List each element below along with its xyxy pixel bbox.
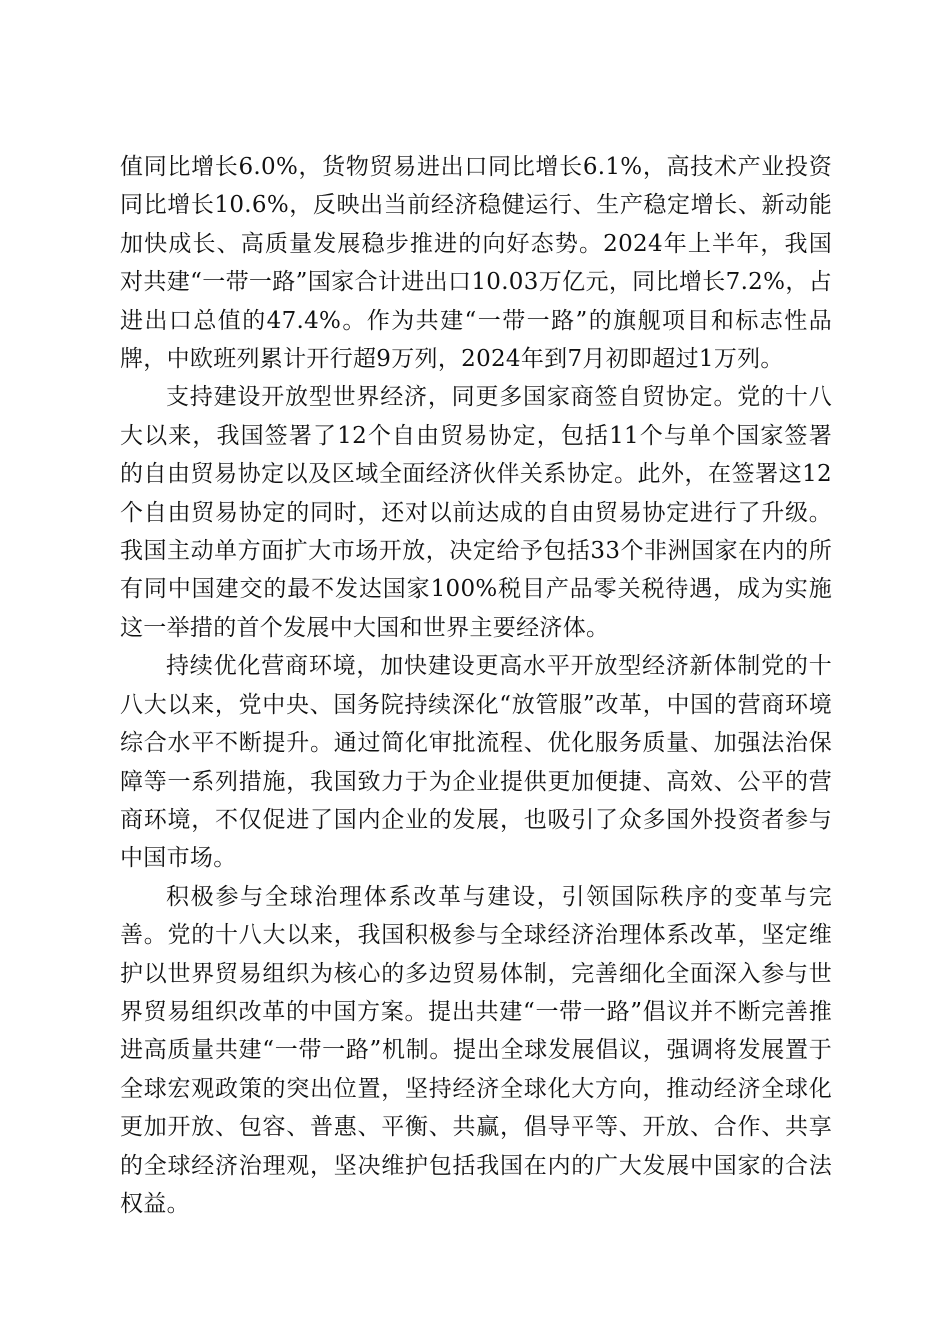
paragraph-global-governance: 积极参与全球治理体系改革与建设，引领国际秩序的变革与完善。党的十八大以来，我国积极参与全球经济治理体系改革，坚定维护以世界贸易组织为核心的多边贸易体制，完善细化全面深入参与世界贸易组织改革的中国方案。提出共建“一带一路”倡议并不断完善推进高质量共建“一带一路”机制。提出全球发展倡议，强调将发展置于全球宏观政策的突出位置，坚持经济全球化大方向，推动经济全球化更加开放、包容、普惠、平衡、共赢，倡导平等、开放、合作、共享的全球经济治理观，坚决维护包括我国在内的广大发展中国家的合法权益。 <box>120 883 832 1217</box>
document-body <box>120 148 832 1223</box>
paragraph-business-environment: 持续优化营商环境，加快建设更高水平开放型经济新体制党的十八大以来，党中央、国务院持续深化“放管服”改革，中国的营商环境综合水平不断提升。通过简化审批流程、优化服务质量、加强法治保障等一系列措施，我国致力于为企业提供更加便捷、高效、公平的营商环境，不仅促进了国内企业的发展，也吸引了众多国外投资者参与中国市场。 <box>120 653 832 872</box>
paragraph-free-trade-agreements: 支持建设开放型世界经济，同更多国家商签自贸协定。党的十八大以来，我国签署了12个自由贸易协定，包括11个与单个国家签署的自由贸易协定以及区域全面经济伙伴关系协定。此外，在签署这12个自由贸易协定的同时，还对以前达成的自由贸易协定进行了升级。我国主动单方面扩大市场开放，决定给予包括33个非洲国家在内的所有同中国建交的最不发达国家100%税目产品零关税待遇，成为实施这一举措的首个发展中大国和世界主要经济体。 <box>120 384 832 641</box>
paragraph-trade-growth: 值同比增长6.0%，货物贸易进出口同比增长6.1%，高技术产业投资同比增长10.6%，反映出当前经济稳健运行、生产稳定增长、新动能加快成长、高质量发展稳步推进的向好态势。2024年上半年，我国对共建“一带一路”国家合计进出口10.03万亿元，同比增长7.2%，占进出口总值的47.4%。作为共建“一带一路”的旗舰项目和标志性品牌，中欧班列累计开行超9万列，2024年到7月初即超过1万列。 <box>120 154 832 373</box>
